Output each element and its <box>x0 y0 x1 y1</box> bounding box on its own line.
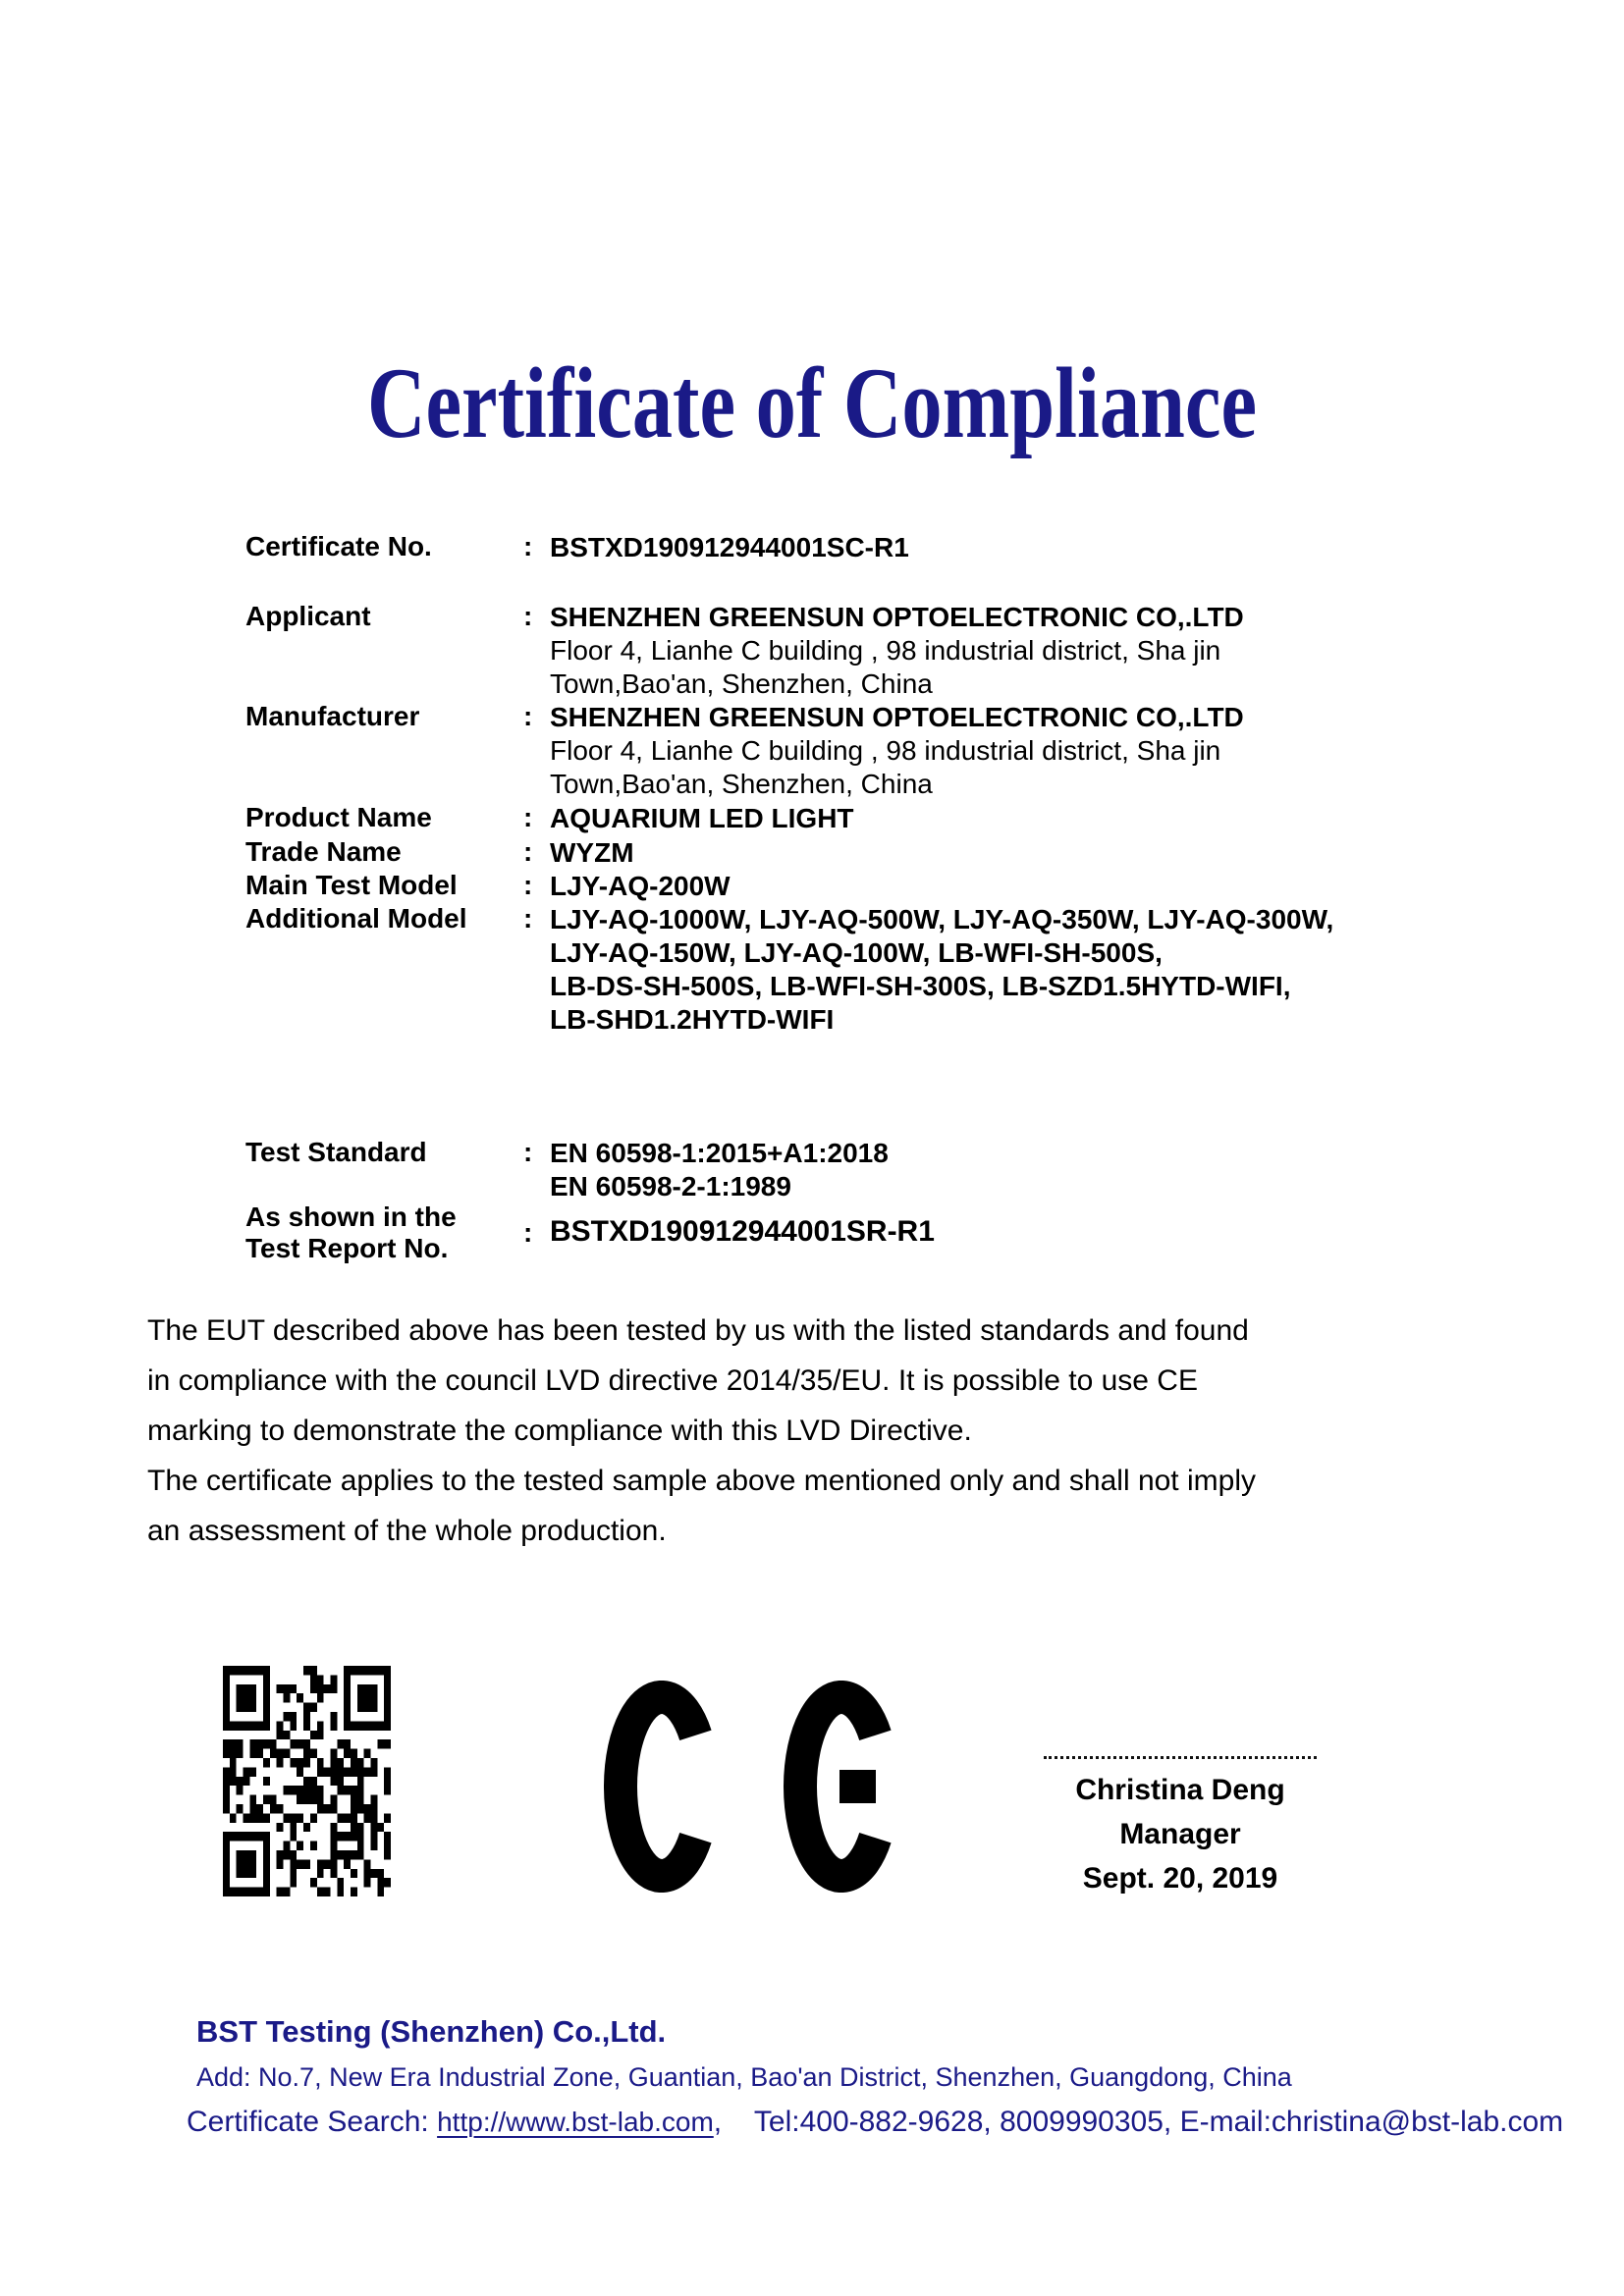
product-name-value: AQUARIUM LED LIGHT <box>550 803 854 833</box>
ce-mark-icon <box>604 1681 898 1893</box>
colon: : <box>523 1137 533 1167</box>
additional-model-label: Additional Model <box>245 903 467 934</box>
additional-model-line: LJY-AQ-150W, LJY-AQ-100W, LB-WFI-SH-500S, <box>550 937 1163 968</box>
applicant-address-line2: Town,Bao'an, Shenzhen, China <box>550 668 933 699</box>
certificate-search-link[interactable]: http://www.bst-lab.com <box>437 2107 714 2137</box>
signer-role: Manager <box>1119 1818 1241 1850</box>
manufacturer-value <box>550 701 1434 801</box>
colon: : <box>523 701 533 731</box>
colon: : <box>523 836 533 867</box>
signer-name: Christina Deng <box>1075 1774 1285 1806</box>
qr-code <box>223 1666 391 1896</box>
signature-date: Sept. 20, 2019 <box>1082 1862 1278 1895</box>
main-test-model-value: LJY-AQ-200W <box>550 871 731 901</box>
certificate-no-label: Certificate No. <box>245 531 432 561</box>
manufacturer-label: Manufacturer <box>245 701 420 731</box>
certificate-search-line <box>187 2105 1563 2140</box>
applicant-company: SHENZHEN GREENSUN OPTOELECTRONIC CO,.LTD <box>550 602 1244 632</box>
certificate-search-label: Certificate Search: <box>187 2106 438 2138</box>
additional-model-value <box>550 903 1434 1037</box>
paragraph-line: in compliance with the council LVD directive 2014/35/EU. It is possible to use CE <box>147 1364 1198 1397</box>
additional-model-line: LB-SHD1.2HYTD-WIFI <box>550 1004 835 1035</box>
issuer-company-name: BST Testing (Shenzhen) Co.,Ltd. <box>196 2014 667 2049</box>
applicant-value <box>550 601 1434 701</box>
test-standard-label: Test Standard <box>245 1137 427 1167</box>
test-standard-line: EN 60598-2-1:1989 <box>550 1171 791 1201</box>
product-name-label: Product Name <box>245 802 432 832</box>
paragraph-line: The certificate applies to the tested sample above mentioned only and shall not imply <box>147 1465 1256 1497</box>
paragraph-line: marking to demonstrate the compliance with this LVD Directive. <box>147 1415 972 1447</box>
manufacturer-address-line1: Floor 4, Lianhe C building , 98 industrial district, Sha jin <box>550 735 1221 766</box>
main-test-model-label: Main Test Model <box>245 870 458 900</box>
test-standard-line: EN 60598-1:2015+A1:2018 <box>550 1138 889 1168</box>
additional-model-line: LJY-AQ-1000W, LJY-AQ-500W, LJY-AQ-350W, LJY-AQ-300W, <box>550 904 1334 934</box>
colon: : <box>523 1217 533 1248</box>
contact-info: , Tel:400-882-9628, 8009990305, E-mail:christina@bst-lab.com <box>713 2106 1564 2138</box>
manufacturer-company: SHENZHEN GREENSUN OPTOELECTRONIC CO,.LTD <box>550 702 1244 732</box>
test-report-value: BSTXD190912944001SR-R1 <box>550 1215 935 1248</box>
applicant-label: Applicant <box>245 601 371 631</box>
test-report-label: As shown in the Test Report No. <box>245 1201 457 1263</box>
trade-name-value: WYZM <box>550 837 634 868</box>
page-title: Certificate of Compliance <box>366 347 1258 459</box>
colon: : <box>523 531 533 561</box>
colon: : <box>523 903 533 934</box>
colon: : <box>523 601 533 631</box>
signature-line <box>1044 1756 1317 1759</box>
compliance-statement <box>147 1306 1522 1556</box>
colon: : <box>523 802 533 832</box>
paragraph-line: an assessment of the whole production. <box>147 1515 667 1547</box>
manufacturer-address-line2: Town,Bao'an, Shenzhen, China <box>550 769 933 799</box>
additional-model-line: LB-DS-SH-500S, LB-WFI-SH-300S, LB-SZD1.5HYTD-WIFI, <box>550 971 1291 1001</box>
issuer-address: Add: No.7, New Era Industrial Zone, Guantian, Bao'an District, Shenzhen, Guangdong, China <box>196 2062 1292 2092</box>
colon: : <box>523 870 533 900</box>
applicant-address-line1: Floor 4, Lianhe C building , 98 industrial district, Sha jin <box>550 635 1221 666</box>
trade-name-label: Trade Name <box>245 836 402 867</box>
test-standard-value <box>550 1137 1434 1203</box>
certificate-no-value: BSTXD190912944001SC-R1 <box>550 532 909 562</box>
paragraph-line: The EUT described above has been tested by us with the listed standards and found <box>147 1314 1249 1347</box>
